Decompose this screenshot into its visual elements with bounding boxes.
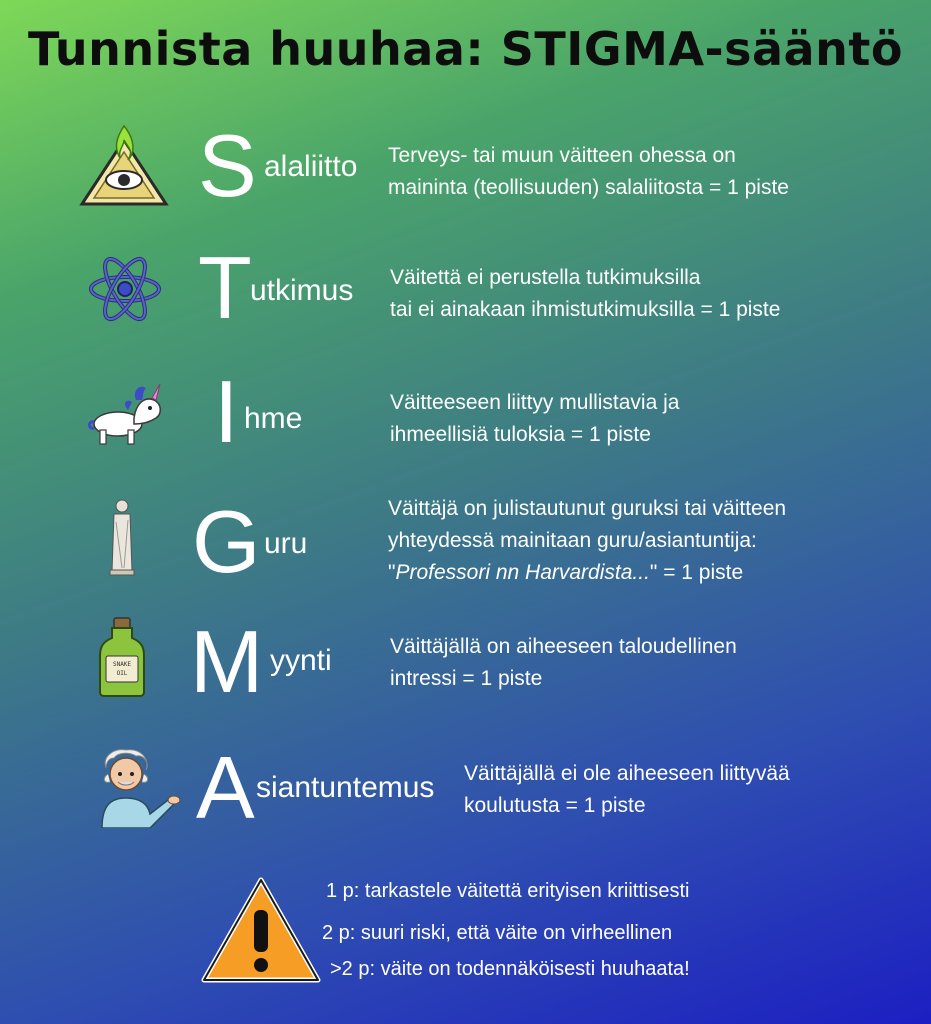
snake-oil-bottle-icon — [96, 616, 148, 698]
desc-s-line1: Terveys- tai muun väitteen ohessa on — [388, 144, 736, 167]
atom-icon — [88, 254, 162, 324]
letter-a: A — [196, 738, 255, 837]
desc-g-professor-quote: Professori nn Harvardista... — [395, 561, 650, 584]
desc-g-line3 — [388, 557, 786, 589]
svg-text:OIL: OIL — [116, 670, 128, 677]
scale-2-points: 2 p: suuri riski, että väite on virheellinen — [322, 922, 673, 944]
desc-g-quote-open: " — [388, 561, 396, 584]
desc-t-line1: Väitettä ei perustella tutkimuksilla — [390, 266, 701, 289]
warning-icon — [198, 874, 324, 986]
page-title: Tunnista huuhaa: STIGMA-sääntö — [28, 22, 903, 76]
letter-g: G — [192, 492, 261, 591]
desc-a — [464, 758, 790, 822]
professor-icon — [88, 744, 182, 828]
word-asiantuntemus: siantuntemus — [256, 771, 435, 804]
desc-m — [390, 631, 737, 695]
desc-i — [390, 387, 679, 451]
desc-t-line2: tai ei ainakaan ihmistutkimuksilla = 1 piste — [390, 298, 781, 321]
desc-s — [388, 140, 789, 204]
desc-a-line1: Väittäjällä ei ole aiheeseen liittyvää — [464, 762, 790, 785]
scale-over-2-points: >2 p: väite on todennäköisesti huuhaata! — [330, 958, 690, 980]
letter-s: S — [198, 116, 257, 215]
unicorn-icon — [84, 378, 164, 448]
desc-t — [390, 262, 780, 326]
desc-g-line2: yhteydessä mainitaan guru/asiantuntija: — [388, 529, 757, 552]
desc-i-line2: ihmeellisiä tuloksia = 1 piste — [390, 423, 651, 446]
svg-text:SNAKE: SNAKE — [112, 661, 132, 668]
guru-statue-icon — [104, 498, 140, 576]
desc-g-quote-close: " = 1 piste — [649, 561, 744, 584]
illuminati-eye-icon — [78, 122, 170, 208]
desc-s-line2: maininta (teollisuuden) salaliitosta = 1 piste — [388, 176, 789, 199]
desc-m-line1: Väittäjällä on aiheeseen taloudellinen — [390, 635, 737, 658]
desc-a-line2: koulutusta = 1 piste — [464, 794, 646, 817]
desc-i-line1: Väitteeseen liittyy mullistavia ja — [390, 391, 680, 414]
word-tutkimus: utkimus — [250, 274, 354, 307]
desc-m-line2: intressi = 1 piste — [390, 667, 543, 690]
letter-m: M — [190, 612, 264, 711]
word-ihme: hme — [244, 402, 303, 435]
desc-g-line1: Väittäjä on julistautunut guruksi tai väitteen — [388, 497, 787, 520]
desc-g — [388, 493, 786, 589]
word-myynti: yynti — [270, 644, 332, 677]
letter-i: I — [214, 362, 239, 461]
letter-t: T — [198, 238, 252, 337]
scale-1-point: 1 p: tarkastele väitettä erityisen kriittisesti — [326, 880, 690, 902]
word-guru: uru — [264, 527, 308, 560]
word-salaliitto: alaliitto — [264, 150, 358, 183]
